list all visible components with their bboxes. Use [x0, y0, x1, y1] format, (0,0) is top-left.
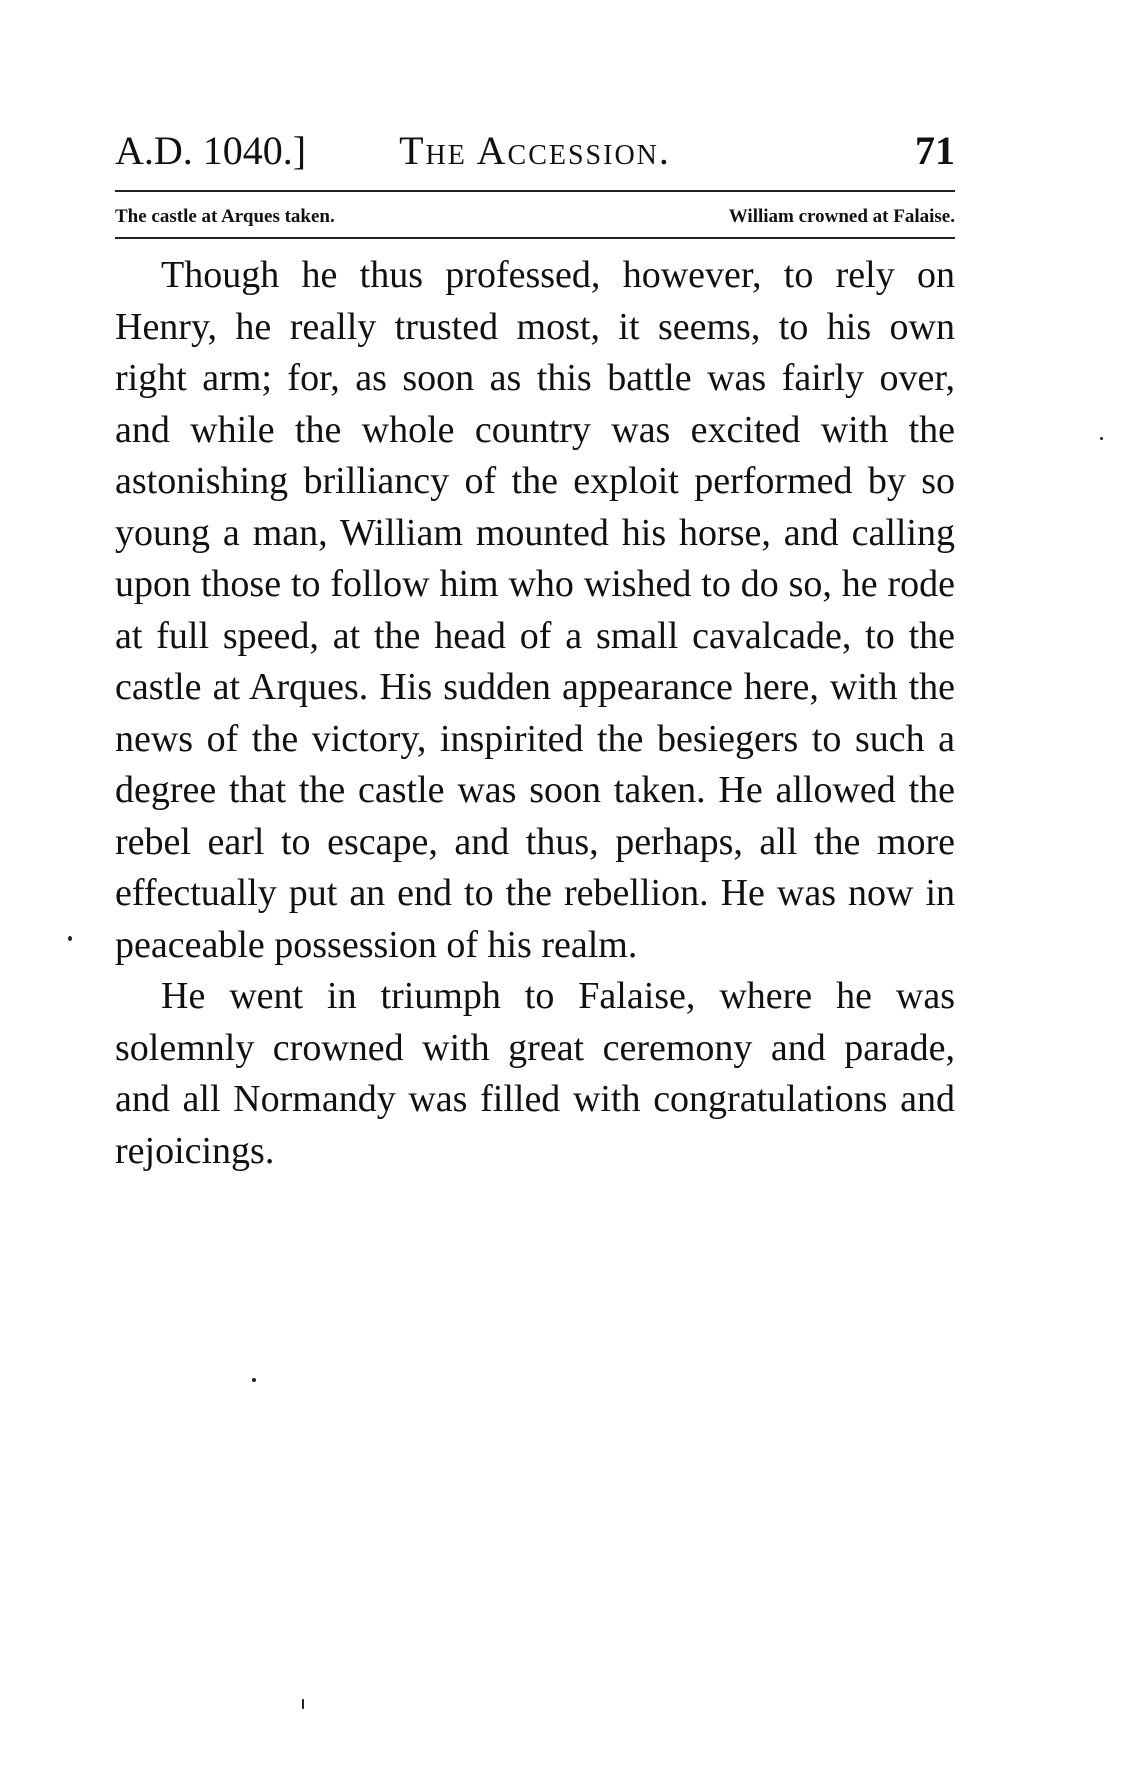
paragraph-1: Though he thus professed, however, to rely on Henry, he really trusted most, it seems, to his own right arm; for, as soon as this battle was fairly over, and while the whole country was excited with the astonishing brilliancy of the exploit performed by so young a man, William mounted his horse, and calling upon those to follow him who wished to do so, he rode at full speed, at the head of a small cavalcade, to the castle at Arques. His sudden appearance here, with the news of the victory, inspirited the besiegers to such a degree that the castle was soon taken. He allowed the rebel earl to escape, and thus, perhaps, all the more effectually put an end to the rebellion. He was now in peaceable possession of his realm. — [115, 254, 955, 966]
header-rule-bottom — [115, 237, 955, 239]
page-number: 71 — [915, 128, 955, 173]
scan-speck — [302, 1699, 304, 1709]
header-rule-top — [115, 190, 955, 192]
header-date: A.D. 1040.] — [115, 128, 307, 173]
body-text — [115, 250, 955, 1177]
running-header — [115, 126, 955, 176]
subheading-left: The castle at Arques taken. — [115, 206, 335, 227]
subheading-right: William crowned at Falaise. — [728, 206, 955, 227]
scan-speck — [68, 936, 72, 941]
chapter-title: The Accession. — [399, 128, 671, 173]
scan-speck — [252, 1378, 256, 1382]
marginal-subheadings — [115, 202, 955, 232]
scan-speck — [1100, 437, 1103, 440]
paragraph-2: He went in triumph to Falaise, where he was solemnly crowned with great ceremony and parade, and all Normandy was filled with congratulations and rejoicings. — [115, 975, 955, 1172]
